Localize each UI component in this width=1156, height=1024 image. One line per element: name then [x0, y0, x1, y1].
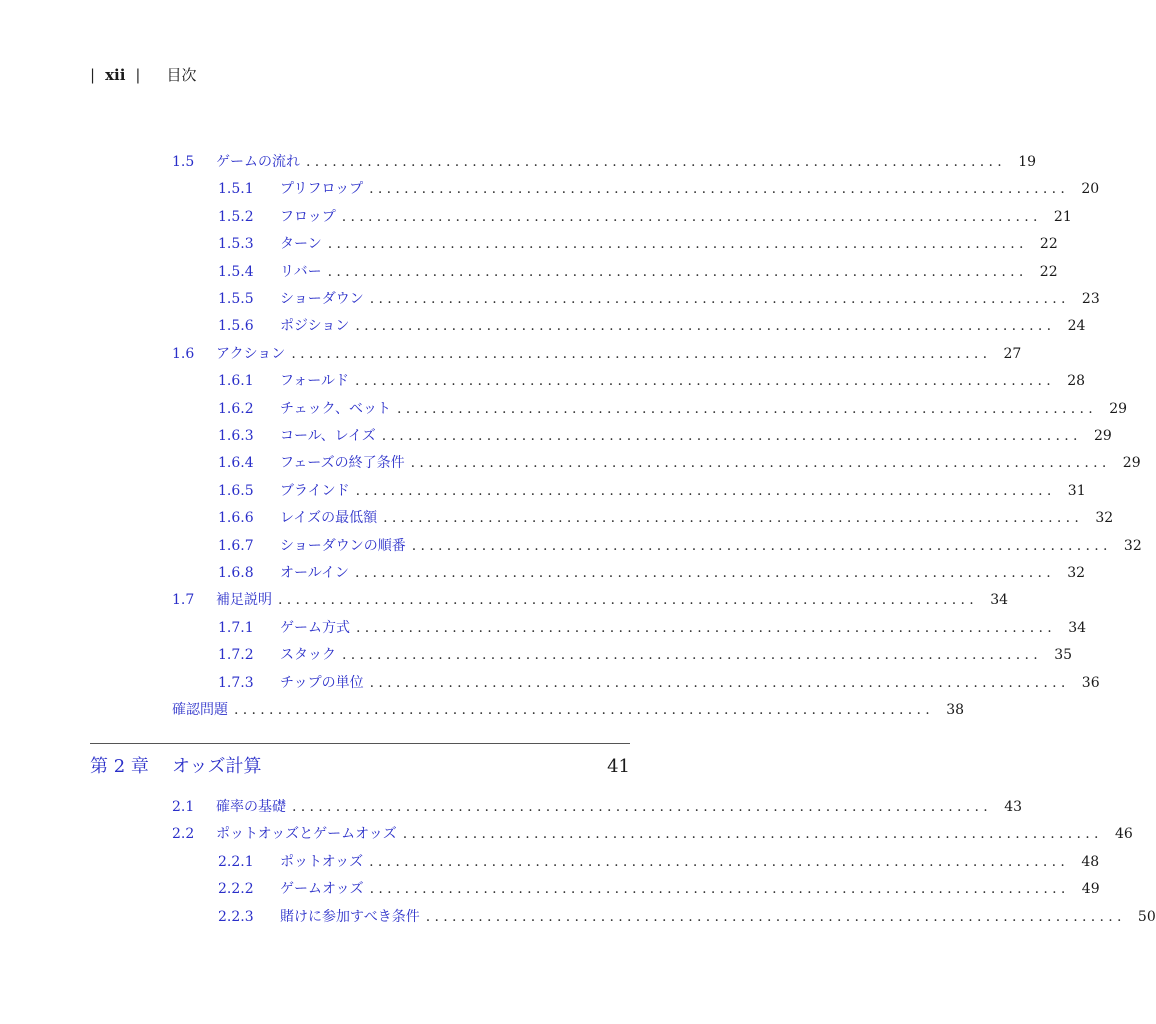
toc-entry-title: ターン	[280, 236, 322, 253]
toc-entry[interactable]	[218, 234, 1058, 254]
toc-entry[interactable]	[218, 453, 1141, 473]
toc-entry-title: ポットオッズとゲームオッズ	[216, 826, 397, 843]
toc-leader-dots: ................................................................................	[291, 345, 992, 362]
toc-entry-page: 36	[1081, 674, 1100, 691]
toc-leader-dots: ................................................................................	[327, 263, 1028, 280]
toc-leader-dots: ................................................................................	[327, 236, 1028, 253]
toc-entry-number: 1.5.1	[218, 181, 254, 198]
toc-entry-number: 1.6.2	[218, 400, 254, 417]
toc-entry-title: ポットオッズ	[280, 853, 364, 870]
toc-entry-page: 35	[1054, 647, 1073, 664]
toc-entry-page: 23	[1081, 291, 1100, 307]
toc-entry-title: ポジション	[280, 318, 350, 335]
toc-entry-number: 1.6.7	[218, 537, 254, 554]
toc-leader-dots: ................................................................................	[355, 565, 1056, 581]
toc-leader-dots: ................................................................................	[369, 181, 1070, 198]
toc-leader-dots: ................................................................................	[369, 291, 1070, 307]
toc-entry[interactable]	[218, 262, 1058, 282]
toc-entry-title: フロップ	[280, 208, 336, 225]
toc-entry[interactable]	[218, 289, 1100, 309]
toc-entry-title: レイズの最低額	[280, 510, 378, 527]
toc-leader-dots: ................................................................................	[411, 537, 1112, 554]
toc-entry-page: 34	[1068, 619, 1087, 636]
toc-entry-title: リバー	[280, 263, 322, 280]
toc-entry-title: ショーダウンの順番	[280, 537, 406, 554]
toc-entry-title: 補足説明	[216, 592, 272, 609]
toc-entry-page: 43	[1004, 799, 1023, 815]
toc-entry-number: 1.5.2	[218, 208, 254, 225]
toc-leader-dots: ................................................................................	[369, 853, 1070, 870]
toc-entry-page: 27	[1003, 345, 1022, 362]
toc-entry-page: 32	[1095, 510, 1114, 527]
toc-entry-number: 1.7.1	[218, 619, 254, 636]
toc-entry-number: 1.7.2	[218, 647, 254, 664]
toc-entry-number: 1.6.8	[218, 565, 254, 581]
toc-entry-page: 50	[1137, 908, 1156, 925]
header-page-number: xii	[105, 65, 126, 84]
toc-entry[interactable]	[218, 879, 1100, 899]
toc-leader-dots: ................................................................................	[341, 208, 1042, 225]
toc-leader-dots: ................................................................................	[355, 318, 1056, 335]
toc-entry[interactable]	[172, 797, 1023, 817]
toc-entry-title: フェーズの終了条件	[280, 455, 405, 472]
toc-entry-title: プリフロップ	[280, 181, 364, 198]
toc-leader-dots: ................................................................................	[397, 400, 1098, 417]
toc-entry-page: 49	[1081, 881, 1100, 898]
toc-entry-number: 1.6.3	[218, 428, 254, 444]
toc-leader-dots: ................................................................................	[369, 674, 1070, 691]
toc-entry-page: 29	[1109, 400, 1128, 417]
toc-entry[interactable]	[172, 344, 1022, 364]
toc-entry-title: チェック、ベット	[280, 400, 392, 417]
toc-leader-dots: ................................................................................	[355, 482, 1056, 499]
toc-entry-title: 確認問題	[172, 702, 228, 718]
toc-entry-number: 1.6	[172, 345, 195, 362]
toc-entry-title: ショーダウン	[280, 291, 364, 307]
chapter-title: オッズ計算	[172, 756, 262, 777]
toc-entry[interactable]	[172, 590, 1009, 610]
header-bar-right: |	[135, 65, 141, 84]
toc-entry-page: 34	[990, 592, 1009, 609]
toc-entry-page: 32	[1123, 537, 1142, 554]
toc-entry[interactable]	[218, 852, 1100, 872]
toc-entry[interactable]	[218, 907, 1156, 927]
toc-entry[interactable]	[218, 563, 1086, 583]
toc-entry[interactable]	[218, 481, 1086, 501]
toc-entry-number: 1.7.3	[218, 674, 254, 691]
toc-entry-title: ゲーム方式	[280, 619, 350, 636]
toc-entry[interactable]	[218, 399, 1128, 419]
toc-entry-page: 48	[1081, 853, 1100, 870]
toc-entry-number: 2.1	[172, 799, 195, 815]
toc-entry-page: 24	[1067, 318, 1086, 335]
toc-entry-number: 1.5.5	[218, 291, 254, 307]
toc-leader-dots: ................................................................................	[278, 592, 979, 609]
toc-leader-dots: ................................................................................	[402, 826, 1103, 843]
toc-entry-page: 29	[1093, 428, 1112, 444]
toc-entry-title: コール、レイズ	[280, 428, 376, 444]
toc-entry-title: チップの単位	[280, 674, 364, 691]
toc-leader-dots: ................................................................................	[383, 510, 1084, 527]
toc-leader-dots: ................................................................................	[425, 908, 1126, 925]
toc-entry-number: 1.6.1	[218, 373, 254, 390]
toc-leader-dots: ................................................................................	[355, 373, 1056, 390]
toc-entry[interactable]	[218, 618, 1087, 638]
toc-entry-number: 1.5	[172, 154, 195, 170]
toc-entry-page: 46	[1114, 826, 1133, 843]
toc-leader-dots: ................................................................................	[369, 881, 1070, 898]
toc-entry[interactable]	[218, 673, 1100, 693]
toc-entry[interactable]	[218, 508, 1114, 528]
toc-entry[interactable]	[218, 371, 1086, 391]
toc-entry[interactable]	[172, 824, 1133, 844]
toc-leader-dots: ................................................................................	[306, 154, 1007, 170]
header-bar-left: |	[90, 65, 96, 84]
chapter-label: 第 2 章	[90, 756, 149, 777]
toc-leader-dots: ................................................................................	[234, 702, 935, 718]
toc-entry-page: 19	[1018, 154, 1037, 170]
toc-leader-dots: ................................................................................	[410, 455, 1111, 472]
toc-entry-page: 20	[1081, 181, 1100, 198]
toc-entry[interactable]	[218, 536, 1142, 556]
toc-leader-dots: ................................................................................	[342, 647, 1043, 664]
toc-entry-page: 21	[1053, 208, 1072, 225]
toc-entry-page: 31	[1067, 482, 1086, 499]
toc-entry-number: 2.2	[172, 826, 195, 843]
toc-entry-number: 1.6.4	[218, 455, 254, 472]
toc-entry[interactable]	[172, 152, 1037, 172]
toc-entry-number: 2.2.1	[218, 853, 254, 870]
toc-entry-number: 1.5.4	[218, 263, 254, 280]
toc-leader-dots: ................................................................................	[381, 428, 1082, 444]
toc-entry-number: 1.7	[172, 592, 195, 609]
toc-entry-page: 28	[1067, 373, 1086, 390]
toc-chapter-row[interactable]	[90, 752, 630, 778]
toc-entry-page: 22	[1039, 263, 1058, 280]
toc-leader-dots: ................................................................................	[356, 619, 1057, 636]
toc-entry-title: スタック	[280, 647, 336, 664]
toc-leader-dots: ................................................................................	[292, 799, 993, 815]
toc-entry[interactable]	[218, 645, 1073, 665]
toc-entry-title: オールイン	[280, 565, 350, 581]
toc-entry-title: フォールド	[280, 373, 350, 390]
toc-entry-number: 1.6.5	[218, 482, 254, 499]
toc-entry-number: 2.2.2	[218, 881, 254, 898]
running-header	[90, 64, 196, 85]
toc-entry-page: 29	[1122, 455, 1141, 472]
toc-entry-number: 1.6.6	[218, 510, 254, 527]
chapter-page: 41	[607, 756, 630, 777]
toc-entry-page: 38	[946, 702, 965, 718]
header-title: 目次	[166, 66, 197, 84]
toc-entry-title: 賭けに参加すべき条件	[280, 908, 420, 925]
toc-entry-title: 確率の基礎	[216, 799, 286, 815]
toc-entry-title: ゲームオッズ	[280, 881, 364, 898]
chapter-divider	[90, 743, 630, 744]
toc-entry-number: 1.5.3	[218, 236, 254, 253]
toc-entry-title: ブラインド	[280, 482, 350, 499]
toc-entry-page: 32	[1067, 565, 1086, 581]
toc-entry[interactable]	[218, 179, 1100, 199]
toc-entry[interactable]	[172, 700, 965, 720]
toc-entry[interactable]	[218, 426, 1112, 446]
toc-entry[interactable]	[218, 316, 1086, 336]
toc-entry-number: 2.2.3	[218, 908, 254, 925]
toc-entry-title: ゲームの流れ	[216, 154, 300, 170]
toc-entry-number: 1.5.6	[218, 318, 254, 335]
toc-entry[interactable]	[218, 207, 1072, 227]
toc-entry-page: 22	[1039, 236, 1058, 253]
toc-entry-title: アクション	[216, 345, 286, 362]
